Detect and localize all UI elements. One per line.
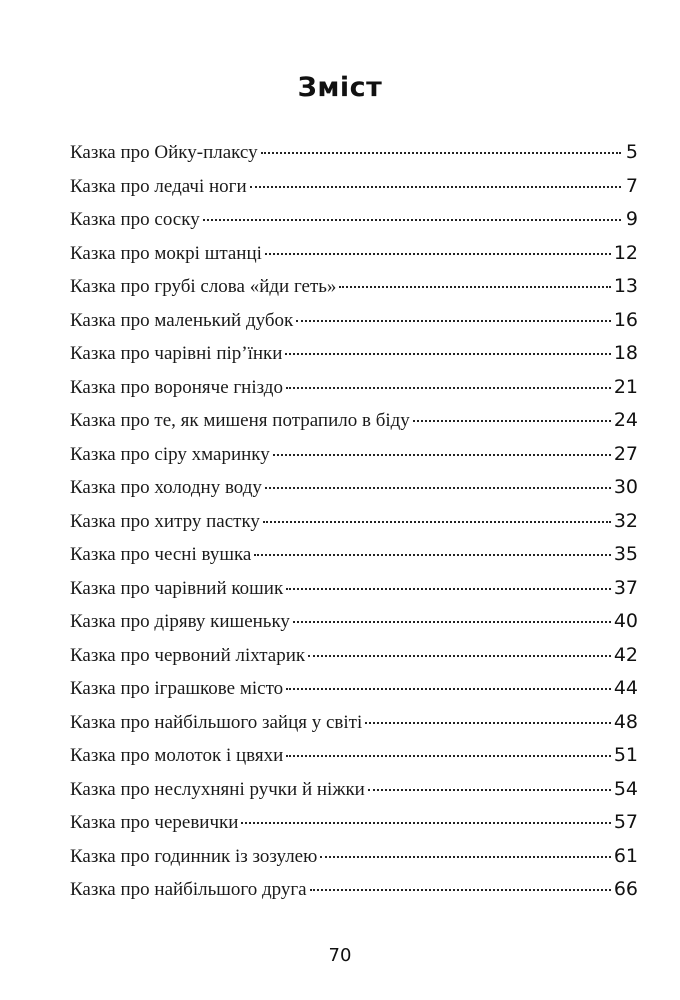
toc-entry-page-number: 51 [613, 744, 638, 766]
toc-entry-title: Казка про грубі слова «йди геть» [70, 276, 337, 297]
toc-entry-page-number: 40 [613, 610, 638, 632]
toc-entry [70, 744, 638, 778]
page-title: Зміст [297, 72, 383, 103]
dot-leader [310, 889, 611, 891]
dot-leader [339, 286, 610, 288]
toc-entry [70, 175, 638, 209]
toc-entry-title: Казка про годинник із зозулею [70, 845, 318, 867]
dot-leader [413, 420, 611, 422]
dot-leader [273, 454, 611, 456]
toc-entry [70, 342, 638, 376]
toc-entry-page-number: 18 [613, 342, 638, 364]
toc-entry-page-number: 21 [613, 375, 638, 398]
toc-entry-title: Казка про Ойку-плаксу [70, 142, 258, 163]
toc-entry [70, 677, 638, 711]
toc-entry-page-number: 27 [613, 442, 638, 465]
dot-leader [365, 722, 611, 724]
table-of-contents [70, 141, 638, 912]
dot-leader [286, 588, 611, 590]
toc-entry [70, 376, 638, 410]
toc-entry-page-number: 13 [613, 275, 638, 297]
toc-entry [70, 510, 638, 544]
toc-entry-title: Казка про черевички [70, 812, 239, 833]
toc-entry-title: Казка про хитру пастку [70, 510, 260, 532]
toc-entry-title: Казка про ледачі ноги [70, 175, 247, 197]
dot-leader [368, 789, 611, 791]
toc-entry-page-number: 5 [625, 141, 638, 163]
dot-leader [254, 554, 610, 556]
toc-entry-page-number: 35 [613, 543, 638, 565]
toc-entry-page-number: 42 [613, 643, 638, 666]
dot-leader [203, 219, 621, 221]
dot-leader [265, 487, 611, 489]
toc-entry-title: Казка про неслухняні ручки й ніжки [70, 778, 365, 800]
toc-entry [70, 711, 638, 745]
toc-entry [70, 275, 638, 309]
toc-entry-title: Казка про червоний ліхтарик [70, 644, 306, 666]
toc-entry-title: Казка про найбільшого зайця у світі [70, 711, 363, 733]
toc-entry [70, 443, 638, 477]
toc-entry-page-number: 30 [613, 476, 638, 498]
toc-entry [70, 141, 638, 175]
toc-entry [70, 577, 638, 611]
toc-entry-page-number: 48 [613, 710, 638, 733]
toc-entry-title: Казка про чарівні пір’їнки [70, 343, 283, 364]
dot-leader [286, 688, 611, 690]
toc-entry-page-number: 44 [613, 677, 638, 699]
toc-entry [70, 878, 638, 912]
toc-entry [70, 778, 638, 812]
toc-entry [70, 409, 638, 443]
dot-leader [293, 621, 611, 623]
toc-entry-page-number: 54 [613, 777, 638, 800]
toc-entry-title: Казка про молоток і цвяхи [70, 745, 284, 766]
toc-entry-title: Казка про маленький дубок [70, 309, 294, 331]
dot-leader [265, 253, 611, 255]
toc-entry [70, 644, 638, 678]
toc-entry [70, 543, 638, 577]
toc-entry-title: Казка про сіру хмаринку [70, 443, 270, 465]
dot-leader [308, 655, 611, 657]
toc-entry-title: Казка про вороняче гніздо [70, 376, 283, 398]
toc-entry-page-number: 7 [625, 174, 638, 197]
dot-leader [296, 320, 611, 322]
toc-entry-title: Казка про діряву кишеньку [70, 611, 290, 632]
toc-entry-page-number: 37 [613, 576, 638, 599]
toc-entry-title: Казка про те, як мишеня потрапило в біду [70, 410, 410, 431]
dot-leader [263, 521, 611, 523]
toc-entry [70, 811, 638, 845]
toc-entry [70, 208, 638, 242]
toc-entry [70, 309, 638, 343]
toc-entry-title: Казка про холодну воду [70, 477, 262, 498]
dot-leader [261, 152, 621, 154]
toc-entry-title: Казка про чесні вушка [70, 544, 252, 565]
dot-leader [241, 822, 610, 824]
toc-entry-page-number: 12 [613, 241, 638, 264]
toc-entry-page-number: 9 [625, 208, 638, 230]
toc-entry-title: Казка про мокрі штанці [70, 242, 262, 264]
toc-entry [70, 610, 638, 644]
dot-leader [286, 755, 611, 757]
toc-entry-page-number: 66 [613, 878, 638, 900]
toc-entry [70, 845, 638, 879]
dot-leader [320, 856, 611, 858]
toc-entry [70, 476, 638, 510]
dot-leader [286, 387, 611, 389]
toc-entry-page-number: 61 [613, 844, 638, 867]
page-number: 70 [328, 945, 352, 966]
dot-leader [285, 353, 610, 355]
toc-entry-page-number: 57 [613, 811, 638, 833]
toc-entry-page-number: 16 [613, 308, 638, 331]
dot-leader [250, 186, 621, 188]
toc-entry-title: Казка про іграшкове місто [70, 678, 284, 699]
toc-entry-title: Казка про найбільшого друга [70, 879, 307, 900]
toc-entry-title: Казка про чарівний кошик [70, 577, 284, 599]
toc-entry [70, 242, 638, 276]
toc-entry-page-number: 32 [613, 509, 638, 532]
toc-entry-title: Казка про соску [70, 209, 200, 230]
toc-entry-page-number: 24 [613, 409, 638, 431]
